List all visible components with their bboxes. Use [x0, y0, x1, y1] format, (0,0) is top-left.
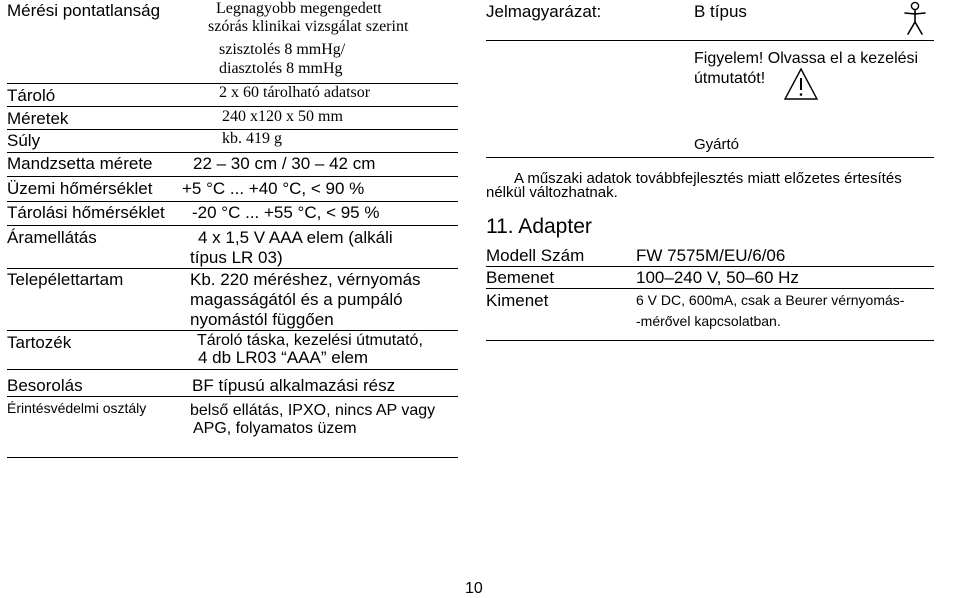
battery-life-label: Telepélettartam — [7, 270, 124, 289]
protection-value-line-2: APG, folyamatos üzem — [193, 420, 357, 437]
accuracy-value-line-3: szisztolés 8 mmHg/ — [219, 41, 346, 58]
adapter-output-value-line-1: 6 V DC, 600mA, csak a Beurer vérnyomás- — [636, 292, 905, 308]
accuracy-value-line-1: Legnagyobb megengedett — [216, 0, 382, 17]
row-divider — [7, 152, 458, 153]
type-b-label: B típus — [694, 2, 747, 21]
cuff-label: Mandzsetta mérete — [7, 154, 153, 173]
operating-temp-label: Üzemi hőmérséklet — [7, 179, 153, 198]
adapter-title: 11. Adapter — [486, 215, 592, 238]
accuracy-label: Mérési pontatlanság — [7, 1, 161, 20]
adapter-output-label: Kimenet — [486, 291, 549, 310]
protection-value-line-1: belső ellátás, IPXO, nincs AP vagy — [190, 402, 436, 419]
notice-line-2: nélkül változhatnak. — [486, 184, 618, 201]
legend-label: Jelmagyarázat: — [486, 2, 602, 21]
row-divider — [7, 201, 458, 202]
page-number: 10 — [465, 580, 483, 597]
manufacturer-label: Gyártó — [694, 136, 740, 153]
warning-line-1: Figyelem! Olvassa el a kezelési — [694, 50, 919, 67]
row-divider — [7, 369, 458, 370]
adapter-output-value-line-2: -mérővel kapcsolatban. — [636, 313, 781, 329]
adapter-input-label: Bemenet — [486, 268, 555, 287]
weight-label: Súly — [7, 131, 41, 150]
storage-value: 2 x 60 tárolható adatsor — [219, 84, 371, 101]
protection-label: Érintésvédelmi osztály — [7, 400, 147, 416]
power-value-line-2: típus LR 03) — [190, 248, 283, 267]
table-bottom-rule — [7, 457, 458, 458]
storage-temp-value: -20 °C ... +55 °C, < 95 % — [192, 203, 380, 222]
accuracy-value-line-2: szórás klinikai vizsgálat szerint — [208, 18, 409, 35]
adapter-row-divider — [486, 288, 934, 289]
operating-temp-value: +5 °C ... +40 °C, < 90 % — [182, 179, 365, 198]
adapter-model-label: Modell Szám — [486, 246, 585, 265]
adapter-model-value: FW 7575M/EU/6/06 — [636, 246, 786, 265]
warning-triangle-icon — [783, 67, 819, 101]
storage-temp-label: Tárolási hőmérséklet — [7, 203, 165, 222]
notice-line-1: A műszaki adatok továbbfejlesztés miatt előzetes értesítés — [514, 170, 902, 187]
storage-label: Tároló — [7, 86, 56, 105]
battery-life-value-line-3: nyomástól függően — [190, 310, 334, 329]
row-divider — [7, 106, 458, 107]
person-icon — [898, 0, 932, 38]
row-divider — [7, 396, 458, 397]
dimensions-value: 240 x120 x 50 mm — [222, 108, 343, 125]
legend-divider — [486, 40, 934, 41]
accessories-label: Tartozék — [7, 333, 72, 352]
cuff-value: 22 – 30 cm / 30 – 42 cm — [193, 154, 376, 173]
row-divider — [7, 268, 458, 269]
power-label: Áramellátás — [7, 228, 97, 247]
power-value-line-1: 4 x 1,5 V AAA elem (alkáli — [198, 228, 393, 247]
legend-bottom-rule — [486, 157, 934, 158]
row-divider — [7, 225, 458, 226]
adapter-bottom-rule — [486, 340, 934, 341]
weight-value: kb. 419 g — [222, 130, 282, 147]
adapter-row-divider — [486, 266, 934, 267]
accessories-value-line-1: Tároló táska, kezelési útmutató, — [197, 332, 423, 349]
accuracy-value-line-4: diasztolés 8 mmHg — [219, 60, 343, 77]
dimensions-label: Méretek — [7, 109, 69, 128]
adapter-input-value: 100–240 V, 50–60 Hz — [636, 268, 799, 287]
battery-life-value-line-2: magasságától és a pumpáló — [190, 290, 403, 309]
warning-line-2: útmutatót! — [694, 70, 766, 87]
accessories-value-line-2: 4 db LR03 “AAA” elem — [198, 348, 369, 367]
classification-value: BF típusú alkalmazási rész — [192, 376, 396, 395]
classification-label: Besorolás — [7, 376, 83, 395]
battery-life-value-line-1: Kb. 220 méréshez, vérnyomás — [190, 270, 421, 289]
row-divider — [7, 176, 458, 177]
row-divider — [7, 330, 458, 331]
